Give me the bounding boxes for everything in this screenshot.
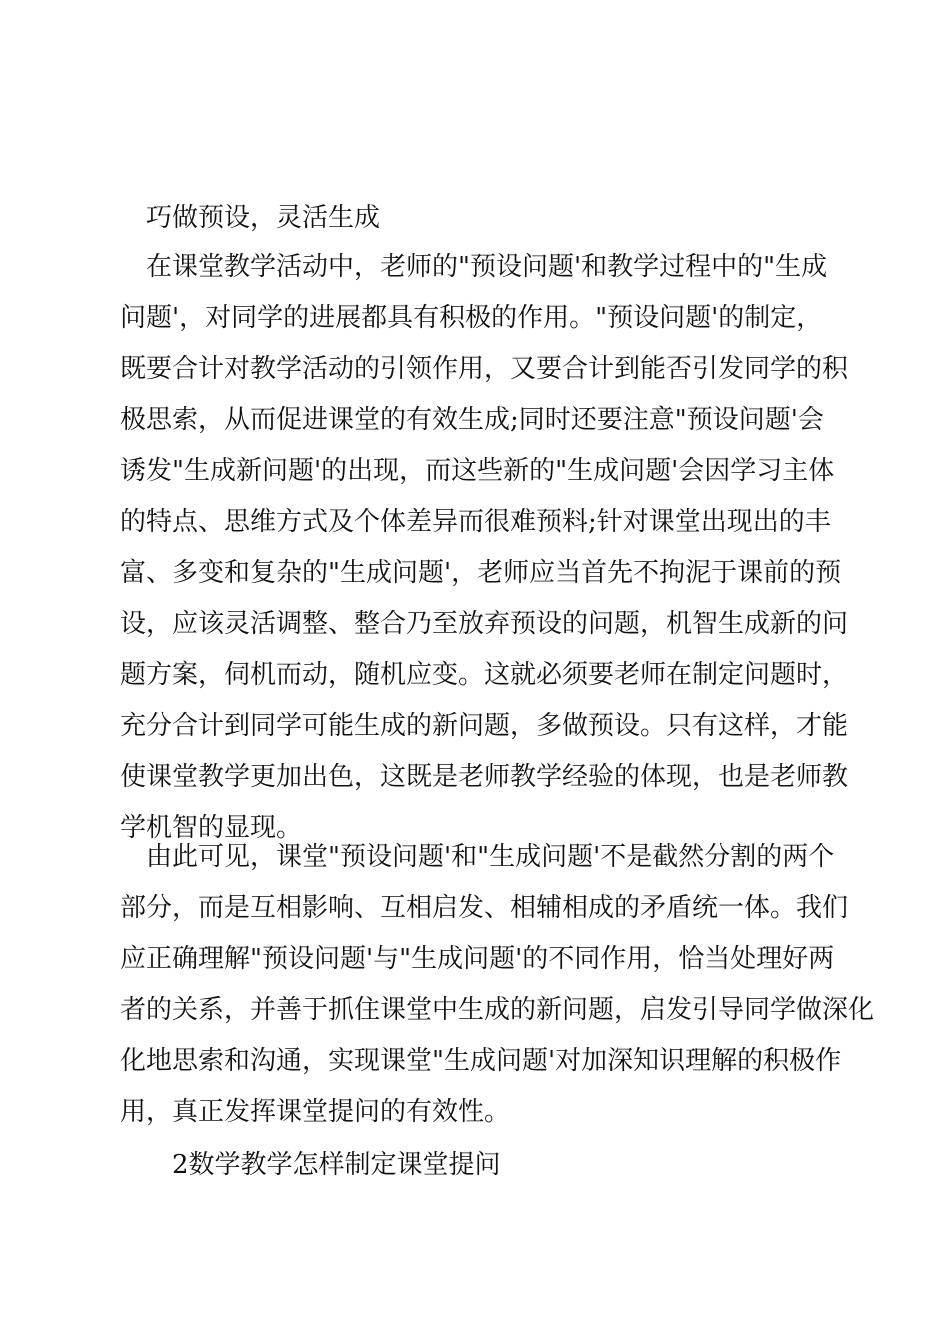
paragraph-line: 部分，而是互相影响、互相启发、相辅相成的矛盾统一体。我们 [120,893,849,923]
paragraph-line: 应正确理解"预设问题'与"生成问题'的不同作用，恰当处理好两 [120,944,835,974]
paragraph-line: 极思索，从而促进课堂的有效生成;同时还要注意"预设问题'会 [120,405,824,435]
section-heading [120,193,832,244]
paragraph-line: 使课堂教学更加出色，这既是老师教学经验的体现，也是老师教 [120,762,849,792]
paragraph-line: 设，应该灵活调整、整合乃至放弃预设的问题，机智生成新的问 [120,609,849,639]
paragraph-line: 用，真正发挥课堂提问的有效性。 [120,1097,511,1127]
paragraph-line: 富、多变和复杂的"生成问题'，老师应当首先不拘泥于课前的预 [120,558,842,588]
paragraph-line: 在课堂教学活动中，老师的"预设问题'和教学过程中的"生成 [146,252,828,282]
paragraph-line: 充分合计到同学可能生成的新问题，多做预设。只有这样，才能 [120,711,849,741]
paragraph-line: 诱发"生成新问题'的出现，而这些新的"生成问题'会因学习主体 [120,456,835,486]
paragraph-line: 学机智的显现。 [120,813,303,843]
paragraph-line: 由此可见，课堂"预设问题'和"生成问题'不是截然分割的两个 [146,842,835,872]
paragraph-line: 化地思索和沟通，实现课堂"生成问题'对加深知识理解的积极作 [120,1046,842,1076]
paragraph-line: 题方案，伺机而动，随机应变。这就必须要老师在制定问题时， [120,660,849,690]
section-heading [120,1140,832,1191]
paragraph-line: 者的关系，并善于抓住课堂中生成的新问题，启发引导同学做深化 [120,995,875,1025]
paragraph-line: 的特点、思维方式及个体差异而很难预料;针对课堂出现出的丰 [120,507,831,537]
heading-text: 巧做预设，灵活生成 [146,203,381,233]
paragraph [120,832,875,1138]
paragraph-line: 既要合计对教学活动的引领作用，又要合计到能否引发同学的积 [120,354,849,384]
heading-text: 2数学教学怎样制定课堂提问 [172,1150,501,1180]
paragraph-line: 问题'，对同学的进展都具有积极的作用。"预设问题'的制定， [120,303,823,333]
paragraph [120,242,849,854]
